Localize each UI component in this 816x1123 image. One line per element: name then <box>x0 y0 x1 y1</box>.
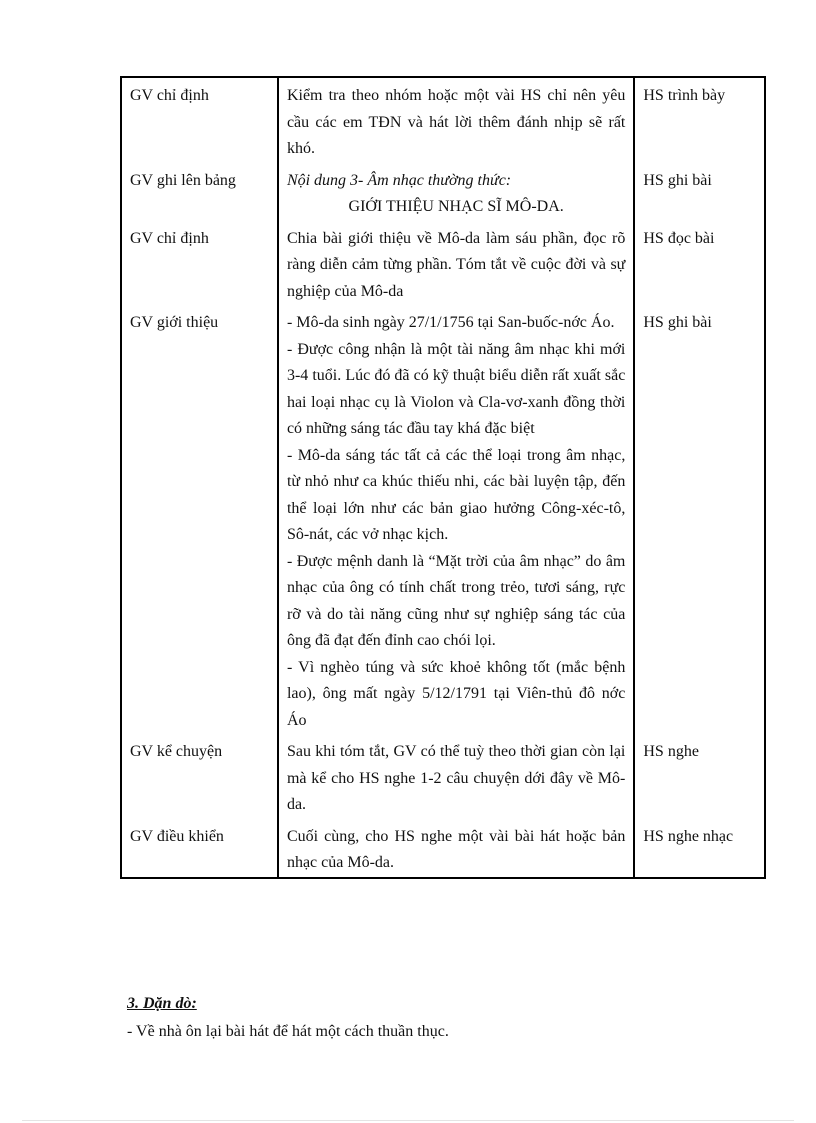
teacher-activity: GV ghi lên bảng <box>121 163 278 221</box>
student-activity: HS nghe nhạc <box>634 819 765 878</box>
table-row <box>121 305 765 734</box>
teacher-activity: GV kể chuyện <box>121 734 278 819</box>
page-divider <box>22 1120 794 1121</box>
table-row <box>121 77 765 163</box>
content-paragraph: Cuối cùng, cho HS nghe một vài bài hát hoặc bản nhạc của Mô-da. <box>286 827 626 871</box>
student-activity: HS nghe <box>634 734 765 819</box>
content-paragraph: Kiểm tra theo nhóm hoặc một vài HS chỉ nên yêu cầu các em TĐN và hát lời thêm đánh nhịp sẽ rất khó. <box>286 87 626 157</box>
lesson-content <box>278 221 634 306</box>
lesson-content <box>278 77 634 163</box>
content-paragraph: Sau khi tóm tắt, GV có thể tuỳ theo thời gian còn lại mà kể cho HS nghe 1-2 câu chuyện dới đây về Mô-da. <box>286 743 626 813</box>
content-paragraph: Chia bài giới thiệu về Mô-da làm sáu phần, đọc rõ ràng diễn cảm từng phần. Tóm tắt về cuộc đời và sự nghiệp của Mô-da <box>286 229 626 300</box>
section-heading: GIỚI THIỆU NHẠC SĨ MÔ-DA. <box>348 198 564 215</box>
table-row <box>121 819 765 878</box>
content-paragraph: - Được mệnh danh là “Mặt trời của âm nhạc” do âm nhạc của ông có tính chất trong trẻo, tươi sáng, rực rỡ và do tài năng cũng như sự nghiệp sáng tác của ông đã đạt đến đỉnh cao chói lọi. <box>286 552 626 649</box>
content-paragraph: - Vì nghèo túng và sức khoẻ không tốt (mắc bệnh lao), ông mất ngày 5/12/1791 tại Viên-thủ đô nớc Áo <box>286 658 626 729</box>
teacher-activity: GV chỉ định <box>121 221 278 306</box>
lesson-content <box>278 819 634 878</box>
homework-section <box>127 990 767 1046</box>
content-paragraph: - Được công nhận là một tài năng âm nhạc khi mới 3-4 tuổi. Lúc đó đã có kỹ thuật biểu diễn rất xuất sắc hai loại nhạc cụ là Violon và Cla-vơ-xanh đồng thời có những sáng tác đầu tay khá đặc biệt <box>286 340 626 437</box>
table-row <box>121 221 765 306</box>
section-subtitle: Nội dung 3- Âm nhạc thường thức: <box>286 171 512 189</box>
teacher-activity: GV điều khiển <box>121 819 278 878</box>
teacher-activity: GV chỉ định <box>121 77 278 163</box>
lesson-content <box>278 163 634 221</box>
student-activity: HS ghi bài <box>634 305 765 734</box>
lesson-content <box>278 734 634 819</box>
teacher-activity: GV giới thiệu <box>121 305 278 734</box>
student-activity: HS trình bày <box>634 77 765 163</box>
content-paragraph: - Mô-da sáng tác tất cả các thể loại trong âm nhạc, từ nhỏ như ca khúc thiếu nhi, các bài luyện tập, đến thể loại lớn như các bản giao hưởng Công-xéc-tô, Sô-nát, các vở nhạc kịch. <box>286 446 626 543</box>
student-activity: HS ghi bài <box>634 163 765 221</box>
homework-title: 3. Dặn dò: <box>127 995 197 1012</box>
lesson-content <box>278 305 634 734</box>
table-row <box>121 734 765 819</box>
lesson-table <box>120 76 766 879</box>
content-paragraph: - Mô-da sinh ngày 27/1/1756 tại San-buốc-nớc Áo. <box>286 314 615 331</box>
student-activity: HS đọc bài <box>634 221 765 306</box>
homework-line: - Về nhà ôn lại bài hát để hát một cách thuần thục. <box>127 1023 449 1040</box>
table-row <box>121 163 765 221</box>
